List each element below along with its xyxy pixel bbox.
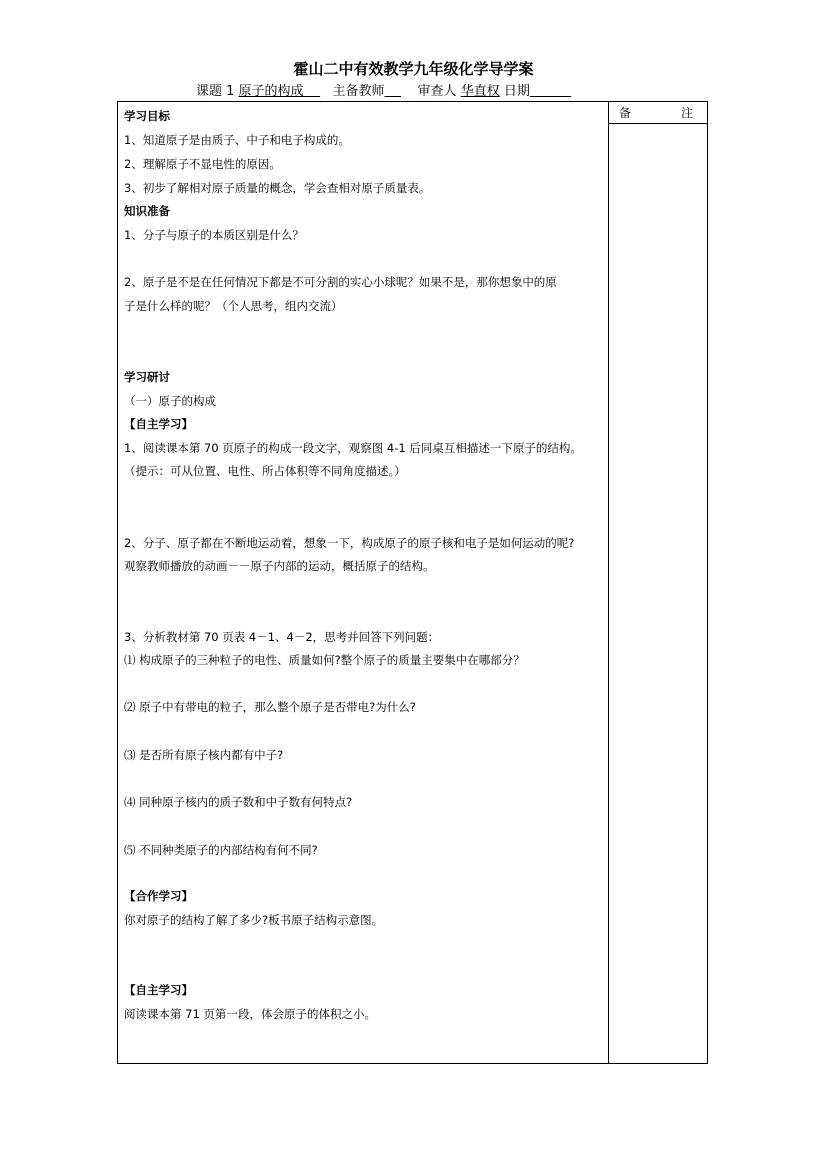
- question-text: 阅读课本第 71 页第一段，体会原子的体积之小。: [124, 1007, 376, 1021]
- activity-heading: 【自主学习】: [124, 417, 193, 431]
- reviewer-label: 审查人: [401, 84, 461, 99]
- reviewer-name: 华直权: [460, 84, 500, 99]
- sub-question: ⑶ 是否所有原子核内都有中子?: [124, 748, 284, 762]
- question-text: 2、分子、原子都在不断地运动着，想象一下，构成原子的原子核和电子是如何运动的呢?: [124, 536, 575, 550]
- hint-text: （提示：可从位置、电性、所占体积等不同角度描述。）: [124, 464, 406, 478]
- date-label: 日期: [499, 84, 530, 99]
- lesson-table: [117, 101, 708, 1064]
- question-text: 2、原子是不是在任何情况下都是不可分割的实心小球呢？如果不是，那你想象中的原: [124, 275, 557, 289]
- question-text: 1、阅读课本第 70 页原子的构成一段文字，观察图 4-1 后同桌互相描述一下原子的结构。: [124, 441, 582, 455]
- teacher-blank: [385, 84, 402, 99]
- question-text: 3、分析教材第 70 页表 4－1、4－2，思考并回答下列问题：: [124, 630, 440, 644]
- notes-column: [609, 102, 707, 1063]
- main-content-column: [118, 102, 609, 1063]
- section-heading-knowledge: 知识准备: [124, 204, 170, 218]
- goal-item: 2、理解原子不显电性的原因。: [124, 157, 281, 171]
- topic-name: 原子的构成: [238, 84, 304, 99]
- question-text: 子是什么样的呢？（个人思考，组内交流）: [124, 299, 343, 313]
- notes-label-left: 备: [619, 106, 632, 120]
- activity-heading: 【自主学习】: [124, 983, 193, 997]
- notes-header: [609, 102, 707, 124]
- document-title: 霍山二中有效教学九年级化学导学案: [293, 60, 534, 78]
- question-text: 观察教师播放的动画－－原子内部的运动，概括原子的结构。: [124, 559, 435, 573]
- teacher-label: 主备教师: [320, 84, 385, 99]
- notes-label-right: 注: [680, 106, 693, 120]
- goal-item: 1、知道原子是由质子、中子和电子构成的。: [124, 133, 350, 147]
- question-text: 你对原子的结构了解了多少?板书原子结构示意图。: [124, 913, 384, 927]
- sub-question: ⑵ 原子中有带电的粒子，那么整个原子是否带电?为什么?: [124, 700, 416, 714]
- goal-item: 3、初步了解相对原子质量的概念，学会查相对原子质量表。: [124, 181, 431, 195]
- sub-question: ⑷ 同种原子核内的质子数和中子数有何特点?: [124, 795, 353, 809]
- question-text: 1、分子与原子的本质区别是什么？: [124, 228, 304, 242]
- subsection-heading: （一）原子的构成: [124, 394, 216, 408]
- topic-prefix: 课题 1: [196, 84, 239, 99]
- sub-question: ⑴ 构成原子的三种粒子的电性、质量如何?整个原子的质量主要集中在哪部分？: [124, 653, 525, 667]
- activity-heading: 【合作学习】: [124, 889, 193, 903]
- section-heading-goals: 学习目标: [124, 109, 170, 123]
- sub-question: ⑸ 不同种类原子的内部结构有何不同?: [124, 843, 318, 857]
- section-heading-study: 学习研讨: [124, 370, 170, 384]
- date-blank: [530, 84, 571, 99]
- document-subtitle: [196, 80, 571, 99]
